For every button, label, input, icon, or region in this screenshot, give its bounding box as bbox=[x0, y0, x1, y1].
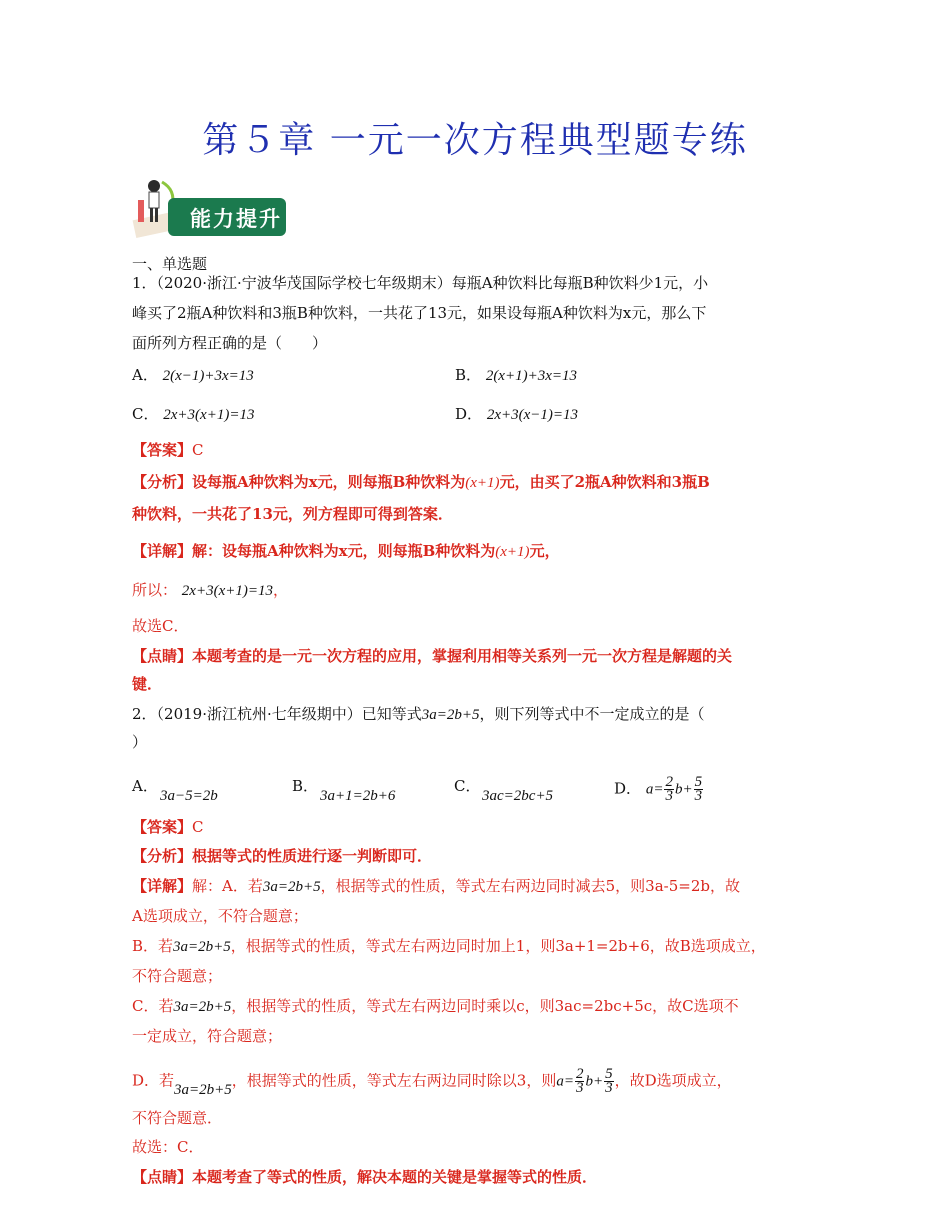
answer-value: C bbox=[192, 441, 204, 459]
q1-option-b bbox=[455, 365, 577, 386]
option-math: 2(x−1)+3x=13 bbox=[162, 368, 254, 384]
detail-text: 解：A．若 bbox=[192, 877, 263, 895]
q2-analysis bbox=[132, 846, 432, 866]
detail-text: ，根据等式的性质，等式左右两边同时乘以c，则3ac=2bc+5c，故C选项不 bbox=[231, 997, 739, 1015]
comment-text: 本题考查了等式的性质，解决本题的关键是掌握等式的性质． bbox=[192, 1168, 598, 1186]
badge-label: 能力提升 bbox=[190, 207, 282, 231]
detail-tag: 【详解】 bbox=[132, 542, 193, 560]
comment-tag: 【点睛】 bbox=[132, 1168, 193, 1186]
page-title: 第５章 一元一次方程典型题专练 bbox=[202, 120, 748, 161]
q2-detail-line-2: A选项成立，不符合题意； bbox=[132, 907, 308, 925]
detail-math: 3a=2b+5 bbox=[262, 879, 321, 895]
q2-option-c-label: C． bbox=[454, 777, 481, 795]
q1-detail-line-2 bbox=[132, 580, 288, 601]
q2-detail-line-6: 一定成立，符合题意； bbox=[132, 1027, 283, 1045]
detail-text: ， bbox=[272, 581, 288, 599]
option-math: 2(x+1)+3x=13 bbox=[485, 368, 577, 384]
detail-text: ，根据等式的性质，等式左右两边同时除以3，则 bbox=[231, 1071, 557, 1090]
comment-text: 本题考查的是一元一次方程的应用，掌握利用相等关系列一元一次方程是解题的关 bbox=[192, 647, 733, 665]
denominator: 3 bbox=[665, 788, 673, 804]
detail-text: C．若 bbox=[132, 997, 174, 1015]
q2-comment bbox=[132, 1167, 597, 1187]
q2-detail-line-1 bbox=[132, 876, 740, 897]
detail-text: ，根据等式的性质，等式左右两边同时减去5，则3a-5=2b，故 bbox=[320, 877, 740, 895]
q2-detail-line-7 bbox=[132, 1066, 732, 1098]
detail-text: ，故D选项成立， bbox=[614, 1071, 732, 1090]
q1-analysis-line-1 bbox=[132, 472, 710, 493]
q2-option-a-label: A． bbox=[132, 777, 158, 795]
detail-math: 3a=2b+5 bbox=[173, 999, 232, 1015]
detail-math: (x+1) bbox=[495, 544, 530, 560]
answer-tag: 【答案】 bbox=[132, 441, 193, 459]
q2-detail-line-8: 不符合题意． bbox=[132, 1109, 223, 1127]
detail-text: B．若 bbox=[132, 937, 174, 955]
q1-detail-line-1 bbox=[132, 541, 560, 562]
option-math: 2x+3(x−1)=13 bbox=[486, 407, 578, 423]
numerator: 5 bbox=[694, 774, 703, 790]
answer-value: C bbox=[192, 818, 204, 836]
analysis-math: (x+1) bbox=[465, 475, 500, 491]
detail-tag: 【详解】 bbox=[132, 877, 193, 895]
answer-tag: 【答案】 bbox=[132, 818, 193, 836]
q1-answer bbox=[132, 440, 204, 460]
q1-comment-line-2: 键． bbox=[132, 675, 163, 693]
q1-stem-line-2: 峰买了2瓶A种饮料和3瓶B种饮料，一共花了13元，如果设每瓶A种饮料为x元，那么下 bbox=[132, 304, 707, 322]
badge-bar bbox=[168, 198, 286, 236]
q2-detail-line-4: 不符合题意； bbox=[132, 967, 223, 985]
stem-text: ，则下列等式中不一定成立的是（ bbox=[479, 705, 705, 723]
detail-text: 解：设每瓶A种饮料为x元，则每瓶B种饮料为 bbox=[192, 542, 496, 560]
q2-detail-line-3 bbox=[132, 936, 766, 957]
option-math: b+ bbox=[674, 781, 693, 798]
denominator: 3 bbox=[575, 1080, 584, 1096]
detail-text: D．若 bbox=[132, 1071, 175, 1090]
detail-math: 2x+3(x+1)=13 bbox=[181, 583, 273, 599]
option-label: D． bbox=[455, 405, 483, 423]
q2-stem-line-1 bbox=[132, 704, 705, 725]
q2-detail-line-9: 故选：C． bbox=[132, 1138, 204, 1156]
stem-text: 2．（2019·浙江杭州·七年级期中）已知等式 bbox=[132, 705, 422, 723]
option-math: 2x+3(x+1)=13 bbox=[163, 407, 255, 423]
q1-option-d bbox=[455, 404, 578, 425]
stem-math: 3a=2b+5 bbox=[421, 707, 480, 723]
detail-text: 所以： bbox=[132, 581, 178, 599]
fraction bbox=[694, 776, 704, 803]
q2-option-b-math: 3a+1=2b+6 bbox=[320, 788, 396, 804]
detail-text: ，根据等式的性质，等式左右两边同时加上1，则3a+1=2b+6，故B选项成立， bbox=[230, 937, 766, 955]
numerator: 2 bbox=[665, 774, 673, 790]
detail-math: 3a=2b+5 bbox=[173, 939, 231, 955]
q1-stem-line-1: 1．（2020·浙江·宁波华茂国际学校七年级期末）每瓶A种饮料比每瓶B种饮料少1元，小 bbox=[132, 274, 709, 292]
ability-badge bbox=[128, 176, 286, 240]
q2-option-a-math: 3a−5=2b bbox=[160, 788, 218, 804]
q1-option-a bbox=[132, 365, 254, 386]
analysis-tag: 【分析】 bbox=[132, 473, 193, 491]
detail-math: b+ bbox=[585, 1073, 604, 1090]
numerator: 2 bbox=[575, 1066, 584, 1082]
detail-math: a= bbox=[556, 1073, 574, 1090]
denominator: 3 bbox=[605, 1080, 613, 1096]
option-label: D． bbox=[614, 779, 642, 798]
option-label: C． bbox=[132, 405, 159, 423]
q1-analysis-line-2: 种饮料，一共花了13元，列方程即可得到答案． bbox=[132, 505, 453, 523]
q2-stem-line-2: ） bbox=[132, 733, 148, 751]
analysis-text: 设每瓶A种饮料为x元，则每瓶B种饮料为 bbox=[192, 473, 466, 491]
q1-stem-line-3: 面所列方程正确的是（ ） bbox=[132, 334, 328, 352]
q2-option-c-math: 3ac=2bc+5 bbox=[482, 788, 554, 804]
fraction bbox=[575, 1068, 585, 1095]
option-math: a= bbox=[645, 781, 664, 798]
fraction bbox=[664, 776, 674, 803]
q2-detail-line-5 bbox=[132, 996, 739, 1017]
q1-option-c bbox=[132, 404, 254, 425]
numerator: 5 bbox=[605, 1066, 613, 1082]
section-heading: 一、单选题 bbox=[132, 255, 208, 273]
q1-detail-line-3: 故选C． bbox=[132, 617, 189, 635]
analysis-tag: 【分析】 bbox=[132, 847, 193, 865]
analysis-text: 元，由买了2瓶A种饮料和3瓶B bbox=[499, 473, 710, 491]
denominator: 3 bbox=[694, 788, 703, 804]
option-label: B． bbox=[455, 366, 482, 384]
q2-option-d bbox=[614, 776, 704, 803]
analysis-text: 根据等式的性质进行逐一判断即可． bbox=[192, 847, 433, 865]
fraction bbox=[604, 1068, 614, 1095]
option-label: A． bbox=[132, 366, 158, 384]
comment-tag: 【点睛】 bbox=[132, 647, 193, 665]
q1-comment-line-1 bbox=[132, 646, 732, 666]
q2-answer bbox=[132, 817, 204, 837]
detail-math: 3a=2b+5 bbox=[174, 1081, 232, 1098]
detail-text: 元， bbox=[529, 542, 560, 560]
q2-option-b-label: B． bbox=[292, 777, 319, 795]
